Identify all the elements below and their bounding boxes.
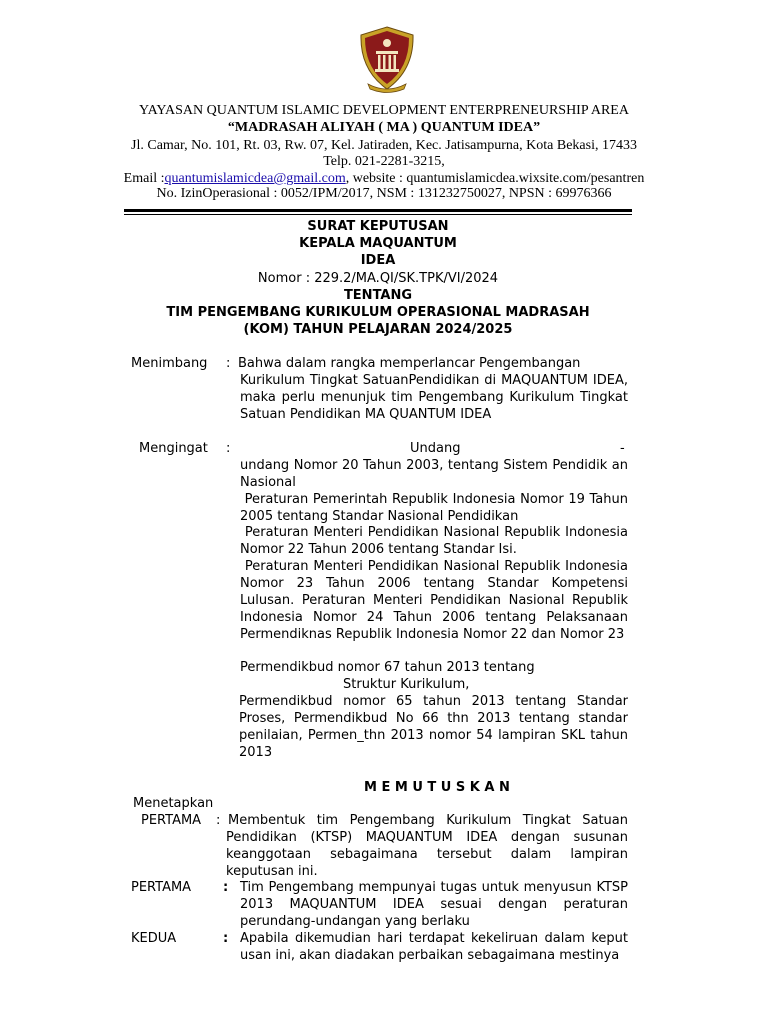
subject-line-1: TIM PENGEMBANG KURIKULUM OPERASIONAL MADRASAH (166, 305, 590, 320)
header-divider-thin (124, 214, 632, 215)
mengingat-undang: Undang (410, 441, 461, 456)
title-line-2: KEPALA MAQUANTUM (299, 236, 457, 251)
decision-text-1 (226, 812, 628, 880)
website-text: , website : quantumislamicdea.wixsite.com/pesantren (345, 171, 645, 186)
title-line-3: IDEA (360, 253, 396, 268)
mengingat-point-3: Peraturan Menteri Pendidikan Nasional Republik Indonesia Nomor 22 Tahun 2006 tentang Standar Isi. (240, 525, 633, 557)
mengingat-dash: - (620, 441, 625, 456)
menetapkan-label: Menetapkan (133, 796, 214, 811)
subject-line-2: (KOM) TAHUN PELAJARAN 2024/2025 (243, 322, 513, 337)
decision-text-1-body: Membentuk tim Pengembang Kurikulum Tingkat Satuan Pendidikan (KTSP) MAQUANTUM IDEA dengan susunan keanggotaan sebagaimana tersebut dalam lampiran keputusan ini. (226, 813, 628, 879)
email-link[interactable]: quantumislamicdea@gmail.com (164, 171, 346, 186)
mengingat-point-2: Peraturan Pemerintah Republik Indonesia Nomor 19 Tahun 2005 tentang Standar Nasional Pendidikan (240, 492, 633, 524)
decree-number: Nomor : 229.2/MA.QI/SK.TPK/VI/2024 (257, 271, 499, 286)
menimbang-first-line: Bahwa dalam rangka memperlancar Pengembangan (238, 356, 581, 371)
title-line-1: SURAT KEPUTUSAN (307, 219, 449, 234)
decision-colon-2: : (223, 880, 229, 895)
school-name: “MADRASAH ALIYAH ( MA ) QUANTUM IDEA” (227, 120, 541, 135)
decision-label-1: PERTAMA (141, 813, 202, 828)
mengingat-point-1: undang Nomor 20 Tahun 2003, tentang Sistem Pendidik an Nasional (240, 458, 628, 490)
mengingat-colon: : (226, 441, 231, 456)
contact-line (100, 171, 668, 187)
decide-heading: M E M U T U S K A N (364, 780, 510, 795)
school-logo-icon (358, 26, 416, 94)
menimbang-label: Menimbang (131, 356, 208, 371)
school-phone: Telp. 021-2281-3215, (323, 154, 445, 169)
mengingat-point-5b: Struktur Kurikulum, (343, 677, 470, 692)
decision-label-3: KEDUA (131, 931, 177, 946)
email-label: Email : (123, 171, 165, 186)
mengingat-point-5a: Permendikbud nomor 67 tahun 2013 tentang (240, 660, 535, 675)
mengingat-label: Mengingat (139, 441, 208, 456)
school-address: Jl. Camar, No. 101, Rt. 03, Rw. 07, Kel. Jatiraden, Kec. Jatisampurna, Kota Bekasi, 17433 (131, 138, 637, 153)
menimbang-text: Kurikulum Tingkat SatuanPendidikan di MAQUANTUM IDEA, maka perlu menunjuk tim Pengembang Kurikulum Tingkat Satuan Pendidikan MA QUANTUM IDEA (240, 373, 628, 422)
mengingat-point-6: Permendikbud nomor 65 tahun 2013 tentang Standar Proses, Permendikbud No 66 thn 2013 tentang standar penilaian, Permen_thn 2013 nomor 54 lampiran SKL tahun 2013 (239, 694, 628, 760)
decision-text-2: Tim Pengembang mempunyai tugas untuk menyusun KTSP 2013 MAQUANTUM IDEA sesuai dengan peraturan perundang-undangan yang berlaku (240, 880, 628, 929)
decision-colon-1: : (216, 813, 221, 828)
title-about: TENTANG (343, 288, 413, 303)
foundation-name: YAYASAN QUANTUM ISLAMIC DEVELOPMENT ENTERPRENEURSHIP AREA (139, 103, 629, 118)
decision-colon-3: : (223, 931, 229, 946)
decision-text-3: Apabila dikemudian hari terdapat kekeliruan dalam keput usan ini, akan diadakan perbaikan sebagaimana mestinya (240, 931, 628, 963)
license-line: No. IzinOperasional : 0052/IPM/2017, NSM : 131232750027, NPSN : 69976366 (156, 186, 612, 201)
mengingat-point-4: Peraturan Menteri Pendidikan Nasional Republik Indonesia Nomor 23 Tahun 2006 tentang Standar Kompetensi Lulusan. Peraturan Menteri Pendidikan Nasional Republik Indonesia Nomor 24 Tahun 2006 tentang Pelaksanaan Permendiknas Republik Indonesia Nomor 22 dan Nomor 23 (240, 559, 633, 642)
menimbang-colon: : (226, 356, 231, 371)
decision-label-2: PERTAMA (131, 880, 192, 895)
header-divider-thick (124, 209, 632, 212)
